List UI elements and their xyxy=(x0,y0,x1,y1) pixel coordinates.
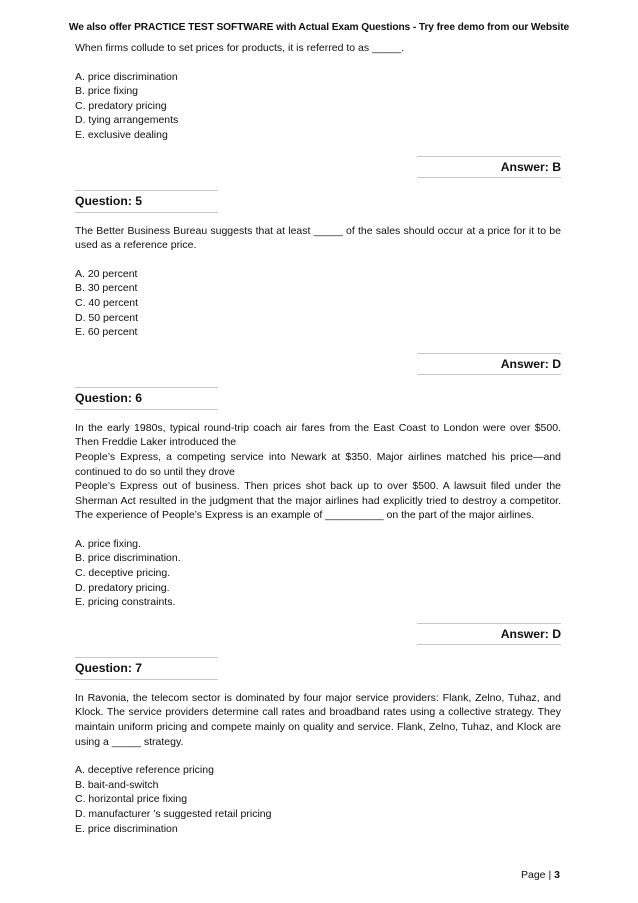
question-7-text: In Ravonia, the telecom sector is dominated by four major service providers: Flank, Zelno, Tuhaz, and Klock. The service providers determine call rates and broadband rates using a collective strategy. They maintain uniform pricing and compete mainly on quality and service. Flank, Zelno, Tuhaz, and Klock are using a _____ strategy. xyxy=(75,691,561,748)
page-content xyxy=(75,41,561,836)
option-d: D. 50 percent xyxy=(75,311,139,324)
question-6-line-1: In the early 1980s, typical round-trip coach air fares from the East Coast to London were over $500. Then Freddie Laker introduced the xyxy=(75,421,561,449)
question-7-options xyxy=(75,763,561,836)
answer-box-5 xyxy=(417,353,561,375)
question-4-text: When firms collude to set prices for products, it is referred to as _____. xyxy=(75,42,405,54)
question-5-header xyxy=(75,190,218,213)
option-d: D. tying arrangements xyxy=(75,114,179,127)
option-a: A. 20 percent xyxy=(75,267,138,280)
page-number: 3 xyxy=(554,869,560,881)
option-e: E. exclusive dealing xyxy=(75,128,168,141)
page-label: Page xyxy=(521,869,546,881)
option-b: B. bait-and-switch xyxy=(75,778,159,791)
page-separator: | xyxy=(545,869,555,881)
option-a: A. price discrimination xyxy=(75,70,178,83)
question-6-text xyxy=(75,421,561,523)
option-a: A. deceptive reference pricing xyxy=(75,764,214,777)
answer-box-6 xyxy=(417,623,561,645)
question-6-line-2: People’s Express, a competing service into Newark at $350. Major airlines matched his price—and continued to do so until they drove xyxy=(75,450,561,478)
answer-6: Answer: D xyxy=(500,626,561,641)
question-5-title: Question: 5 xyxy=(75,193,143,208)
question-7-title: Question: 7 xyxy=(75,660,143,675)
question-6-options xyxy=(75,537,561,610)
option-b: B. price discrimination. xyxy=(75,552,181,565)
answer-5: Answer: D xyxy=(500,356,561,371)
question-7-header xyxy=(75,657,218,680)
answer-box-4 xyxy=(417,156,561,178)
option-d: D. predatory pricing. xyxy=(75,581,170,594)
option-c: C. horizontal price fixing xyxy=(75,793,188,806)
option-a: A. price fixing. xyxy=(75,537,141,550)
question-6-title: Question: 6 xyxy=(75,390,143,405)
option-e: E. pricing constraints. xyxy=(75,596,176,609)
answer-4: Answer: B xyxy=(500,159,561,174)
question-5-options xyxy=(75,267,561,340)
option-d: D. manufacturer ’s suggested retail pricing xyxy=(75,808,272,820)
question-4-options xyxy=(75,70,561,143)
option-e: E. price discrimination xyxy=(75,822,178,835)
question-5-text: The Better Business Bureau suggests that at least _____ of the sales should occur at a price for it to be used as a reference price. xyxy=(75,224,561,252)
option-b: B. price fixing xyxy=(75,85,139,98)
option-c: C. 40 percent xyxy=(75,296,139,309)
option-b: B. 30 percent xyxy=(75,282,138,295)
option-e: E. 60 percent xyxy=(75,326,138,339)
question-6-header xyxy=(75,387,218,410)
page-footer xyxy=(521,869,560,881)
option-c: C. predatory pricing xyxy=(75,99,167,112)
question-6-line-3: People’s Express out of business. Then prices shot back up to over $500. A lawsuit filed under the Sherman Act resulted in the judgment that the major airlines had explicitly tried to destroy a competitor. The experience of People’s Express is an example of __________ on the part of the major airlines. xyxy=(75,480,561,522)
option-c: C. deceptive pricing. xyxy=(75,567,171,580)
page-header: We also offer PRACTICE TEST SOFTWARE with Actual Exam Questions - Try free demo from our Website xyxy=(68,22,570,33)
